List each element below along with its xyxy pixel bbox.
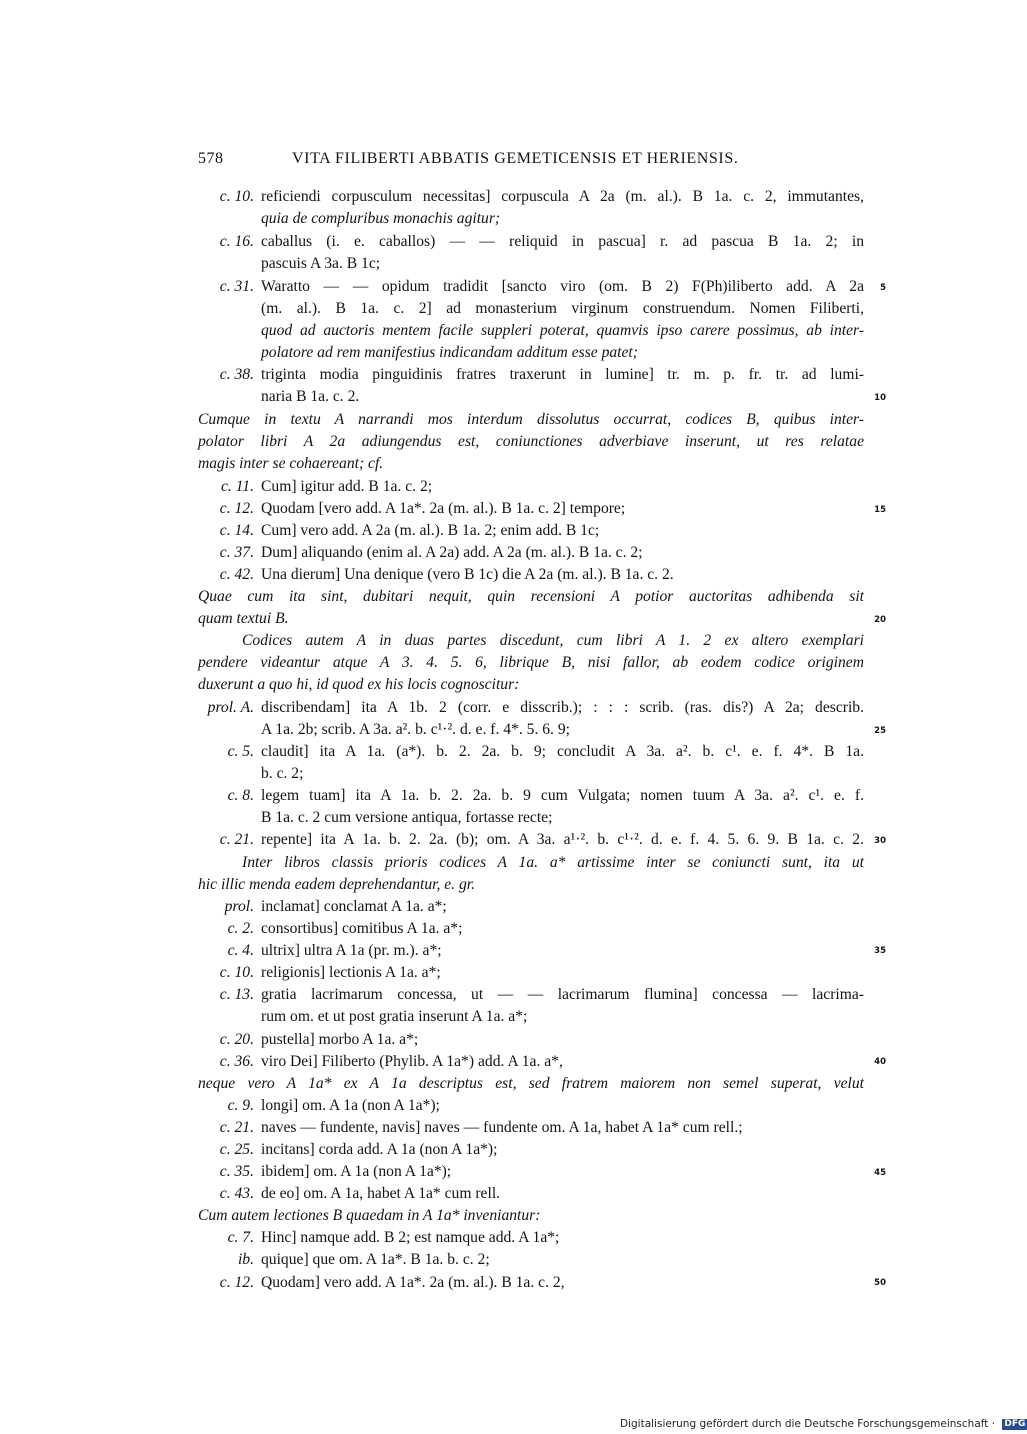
line-number: 15 [874, 505, 886, 515]
apparatus-entry [198, 962, 864, 984]
apparatus-entry [198, 829, 864, 851]
apparatus-continuation [198, 320, 864, 342]
line-text: Cumque in textu A narrandi mos interdum dissolutus occurrat, codices B, quibus inter- [198, 411, 864, 428]
line-text: Hinc] namque add. B 2; est namque add. A 1a*; [261, 1229, 560, 1246]
line-number: 5 [880, 283, 886, 293]
apparatus-entry [198, 984, 864, 1006]
apparatus-continuation [198, 1006, 864, 1028]
chapter-ref: ib. [237, 1251, 254, 1268]
line-text: (m. al.). B 1a. c. 2] ad monasterium virginum construendum. Nomen Filiberti, [261, 300, 864, 317]
line-text: Cum] vero add. A 2a (m. al.). B 1a. 2; enim add. B 1c; [261, 522, 600, 539]
line-text: Codices autem A in duas partes discedunt, cum libri A 1. 2 ex altero exemplari [242, 632, 864, 649]
apparatus-continuation [198, 386, 864, 408]
text-line [198, 674, 864, 696]
line-text: quia de compluribus monachis agitur; [261, 210, 501, 227]
chapter-ref: c. 16. [219, 233, 254, 250]
text-line [198, 586, 864, 608]
text-line [198, 874, 864, 896]
line-number: 35 [874, 946, 886, 956]
apparatus-entry [198, 1051, 864, 1073]
line-number: 25 [874, 726, 886, 736]
line-text: Waratto — — opidum tradidit [sancto viro (om. B 2) F(Ph)iliberto add. A 2a [261, 278, 864, 295]
text-line [198, 608, 864, 630]
apparatus-entry [198, 1095, 864, 1117]
line-number: 30 [874, 836, 886, 846]
line-text: triginta modia pinguidinis fratres traxerunt in lumine] tr. m. p. fr. tr. ad lumi- [261, 366, 864, 383]
line-text: claudit] ita A 1a. (a*). b. 2. 2a. b. 9; concludit A 3a. a². b. c¹. e. f. 4*. B 1a. [261, 743, 864, 760]
chapter-ref: c. 8. [227, 787, 254, 804]
footer: Digitalisierung gefördert durch die Deutsche Forschungsgemeinschaft · DFG [620, 1418, 1026, 1430]
line-text: B 1a. c. 2 cum versione antiqua, fortasse recte; [261, 809, 553, 826]
line-text: viro Dei] Filiberto (Phylib. A 1a*) add. A 1a. a*, [261, 1053, 563, 1070]
line-text: caballus (i. e. caballos) — — reliquid in pascua] r. ad pascua B 1a. 2; in [261, 233, 864, 250]
text-line [198, 630, 864, 652]
chapter-ref: c. 11. [220, 478, 254, 495]
chapter-ref: c. 10. [219, 964, 254, 981]
text-line [198, 1073, 864, 1095]
apparatus-entry [198, 896, 864, 918]
apparatus-entry [198, 476, 864, 498]
line-text: Dum] aliquando (enim al. A 2a) add. A 2a (m. al.). B 1a. c. 2; [261, 544, 643, 561]
line-text: magis inter se cohaereant; cf. [198, 455, 384, 472]
apparatus-continuation [198, 342, 864, 364]
chapter-ref: c. 38. [219, 366, 254, 383]
line-text: religionis] lectionis A 1a. a*; [261, 964, 441, 981]
line-text: consortibus] comitibus A 1a. a*; [261, 920, 463, 937]
line-text: inclamat] conclamat A 1a. a*; [261, 898, 447, 915]
line-number: 45 [874, 1168, 886, 1178]
line-text: Quodam [vero add. A 1a*. 2a (m. al.). B 1a. c. 2] tempore; [261, 500, 626, 517]
chapter-ref: c. 25. [219, 1141, 254, 1158]
chapter-ref: c. 13. [219, 986, 254, 1003]
chapter-ref: c. 20. [219, 1031, 254, 1048]
text-line [198, 409, 864, 431]
line-text: polatore ad rem manifestius indicandam additum esse patet; [261, 344, 638, 361]
line-text: gratia lacrimarum concessa, ut — — lacrimarum flumina] concessa — lacrima- [261, 986, 864, 1003]
footer-text: Digitalisierung gefördert durch die Deutsche Forschungsgemeinschaft [620, 1418, 989, 1430]
line-number: 10 [874, 393, 886, 403]
line-text: polator libri A 2a adiungendus est, coniunctiones adverbiave inserunt, ut res relatae [198, 433, 864, 450]
line-text: Una dierum] Una denique (vero B 1c) die A 2a (m. al.). B 1a. c. 2. [261, 566, 674, 583]
chapter-ref: c. 35. [219, 1163, 254, 1180]
apparatus-entry [198, 940, 864, 962]
line-text: A 1a. 2b; scrib. A 3a. a². b. c¹·². d. e. f. 4*. 5. 6. 9; [261, 721, 570, 738]
apparatus-entry [198, 741, 864, 763]
chapter-ref: c. 4. [227, 942, 254, 959]
text-line [198, 652, 864, 674]
apparatus-entry [198, 276, 864, 298]
apparatus-continuation [198, 253, 864, 275]
line-number: 50 [874, 1278, 886, 1288]
chapter-ref: c. 2. [227, 920, 254, 937]
line-text: Quae cum ita sint, dubitari nequit, quin recensioni A potior auctoritas adhibenda sit [198, 588, 864, 605]
chapter-ref: c. 9. [227, 1097, 254, 1114]
line-text: incitans] corda add. A 1a (non A 1a*); [261, 1141, 498, 1158]
apparatus-entry [198, 498, 864, 520]
apparatus-continuation [198, 763, 864, 785]
apparatus-continuation [198, 807, 864, 829]
line-text: reficiendi corpusculum necessitas] corpuscula A 2a (m. al.). B 1a. c. 2, immutantes, [261, 188, 864, 205]
chapter-ref: c. 36. [219, 1053, 254, 1070]
line-text: duxerunt a quo hi, id quod ex his locis cognoscitur: [198, 676, 520, 693]
running-title: VITA FILIBERTI ABBATIS GEMETICENSIS ET HERIENSIS. [292, 150, 739, 167]
apparatus-entry [198, 1029, 864, 1051]
apparatus-entry [198, 1117, 864, 1139]
line-text: rum om. et ut post gratia inserunt A 1a. a*; [261, 1008, 528, 1025]
chapter-ref: c. 21. [219, 831, 254, 848]
chapter-ref: c. 14. [219, 522, 254, 539]
line-text: de eo] om. A 1a, habet A 1a* cum rell. [261, 1185, 501, 1202]
chapter-ref: c. 21. [219, 1119, 254, 1136]
chapter-ref: c. 12. [219, 500, 254, 517]
line-number: 20 [874, 615, 886, 625]
apparatus-entry [198, 1161, 864, 1183]
chapter-ref: c. 10. [219, 188, 254, 205]
apparatus-entry [198, 918, 864, 940]
apparatus-entry [198, 520, 864, 542]
chapter-ref: c. 43. [219, 1185, 254, 1202]
line-text: ultrix] ultra A 1a (pr. m.). a*; [261, 942, 442, 959]
dfg-logo: DFG [1004, 1418, 1026, 1429]
apparatus-entry [198, 1139, 864, 1161]
text-line [198, 1205, 864, 1227]
line-text: pustella] morbo A 1a. a*; [261, 1031, 419, 1048]
line-text: naves — fundente, navis] naves — fundente om. A 1a, habet A 1a* cum rell.; [261, 1119, 743, 1136]
apparatus-entry [198, 364, 864, 386]
chapter-ref: c. 42. [219, 566, 254, 583]
line-text: quod ad auctoris mentem facile suppleri poterat, quamvis ipso carere possimus, ab inter- [261, 322, 864, 339]
line-text: pendere videantur atque A 3. 4. 5. 6, librique B, nisi fallor, ab eodem codice originem [198, 654, 864, 671]
apparatus-entry [198, 1272, 864, 1294]
line-text: pascuis A 3a. B 1c; [261, 255, 381, 272]
line-text: repente] ita A 1a. b. 2. 2a. (b); om. A 3a. a¹·². b. c¹·². d. e. f. 4. 5. 6. 9. B 1a. c. 2. [261, 831, 864, 848]
chapter-ref: c. 12. [219, 1274, 254, 1291]
line-text: longi] om. A 1a (non A 1a*); [261, 1097, 440, 1114]
line-text: Cum] igitur add. B 1a. c. 2; [261, 478, 433, 495]
apparatus-entry [198, 785, 864, 807]
line-text: legem tuam] ita A 1a. b. 2. 2a. b. 9 cum Vulgata; nomen tuum A 3a. a². c¹. e. f. [261, 787, 864, 804]
apparatus-entry [198, 697, 864, 719]
line-text: hic illic menda eadem deprehendantur, e. gr. [198, 876, 476, 893]
line-text: ibidem] om. A 1a (non A 1a*); [261, 1163, 452, 1180]
line-text: Cum autem lectiones B quaedam in A 1a* inveniantur: [198, 1207, 541, 1224]
apparatus-entry [198, 186, 864, 208]
apparatus-entry [198, 542, 864, 564]
apparatus-entry [198, 1183, 864, 1205]
line-text: quam textui B. [198, 610, 289, 627]
apparatus-entry [198, 564, 864, 586]
apparatus-continuation [198, 719, 864, 741]
line-text: b. c. 2; [261, 765, 304, 782]
text-line [198, 431, 864, 453]
chapter-ref: c. 37. [219, 544, 254, 561]
line-text: neque vero A 1a* ex A 1a descriptus est, sed fratrem maiorem non semel superat, velut [198, 1075, 864, 1092]
apparatus-entry [198, 1249, 864, 1271]
text-line [198, 852, 864, 874]
apparatus-continuation [198, 298, 864, 320]
chapter-ref: c. 7. [227, 1229, 254, 1246]
apparatus-continuation [198, 208, 864, 230]
chapter-ref: c. 5. [227, 743, 254, 760]
chapter-ref: c. 31. [219, 278, 254, 295]
line-text: quique] que om. A 1a*. B 1a. b. c. 2; [261, 1251, 490, 1268]
line-number: 40 [874, 1057, 886, 1067]
text-line [198, 453, 864, 475]
line-text: naria B 1a. c. 2. [261, 388, 360, 405]
line-text: discribendam] ita A 1b. 2 (corr. e disscrib.); : : : scrib. (ras. dis?) A 2a; describ. [261, 699, 864, 716]
chapter-ref: prol. A. [207, 699, 254, 716]
apparatus-entry [198, 231, 864, 253]
apparatus-entry [198, 1227, 864, 1249]
line-text: Quodam] vero add. A 1a*. 2a (m. al.). B 1a. c. 2, [261, 1274, 565, 1291]
page-number: 578 [198, 150, 224, 167]
chapter-ref: prol. [224, 898, 254, 915]
line-text: Inter libros classis prioris codices A 1a. a* artissime inter se coniuncti sunt, ita ut [242, 854, 864, 871]
